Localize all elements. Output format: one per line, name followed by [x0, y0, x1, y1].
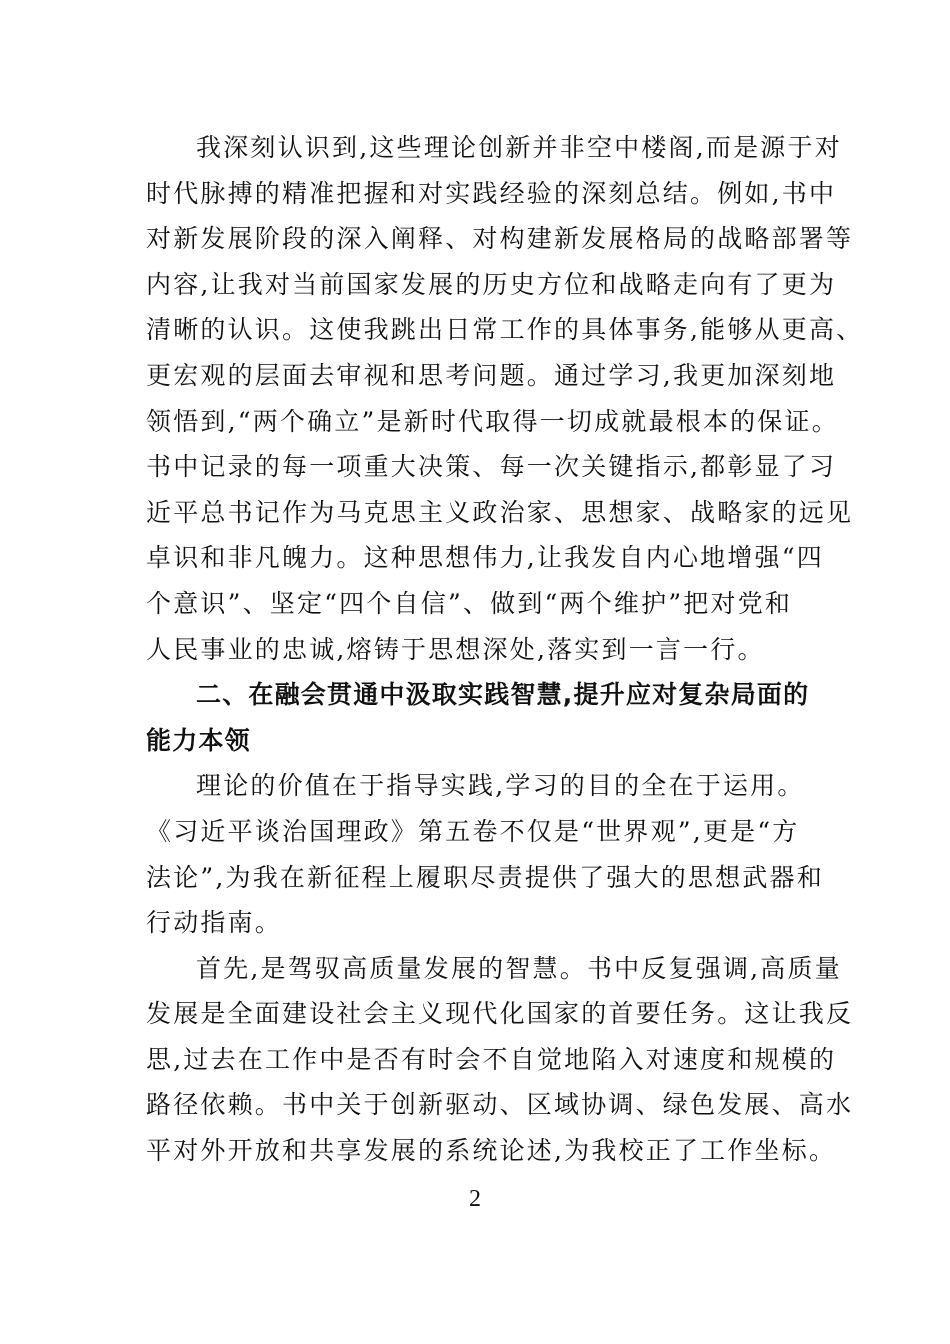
paragraph-line: 《习近平谈治国理政》第五卷不仅是“世界观”,更是“方: [146, 816, 800, 846]
paragraph-line: 我深刻认识到,这些理论创新并非空中楼阁,而是源于对: [196, 133, 842, 162]
paragraph-line: 个意识”、坚定“四个自信”、做到“两个维护”把对党和: [146, 588, 793, 618]
paragraph-line: 近平总书记作为马克思主义政治家、思想家、战略家的远见: [146, 497, 854, 527]
paragraph-line: 法论”,为我在新征程上履职尽责提供了强大的思想武器和: [146, 862, 824, 892]
body-text: [146, 125, 864, 1174]
paragraph-line: 卓识和非凡魄力。这种思想伟力,让我发自内心地增强“四: [146, 543, 824, 573]
heading-line: 能力本领: [146, 725, 251, 755]
paragraph-line: 行动指南。: [146, 908, 283, 938]
section-heading: [146, 672, 816, 763]
paragraph-line: 时代脉搏的精准把握和对实践经验的深刻总结。例如,书中: [146, 178, 837, 208]
paragraph-line: 平对外开放和共享发展的系统论述,为我校正了工作坐标。: [146, 1136, 837, 1166]
paragraph-line: 书中记录的每一项重大决策、每一次关键指示,都彰显了习: [146, 452, 837, 482]
paragraph-line: 思,过去在工作中是否有时会不自觉地陷入对速度和规模的: [146, 1044, 837, 1074]
paragraph-line: 对新发展阶段的深入阐释、对构建新发展格局的战略部署等: [146, 224, 854, 254]
paragraph-line: 发展是全面建设社会主义现代化国家的首要任务。这让我反: [146, 999, 854, 1029]
paragraph-line: 路径依赖。书中关于创新驱动、区域协调、绿色发展、高水: [146, 1090, 854, 1120]
paragraph-2: [146, 763, 824, 945]
paragraph-line: 首先,是驾驭高质量发展的智慧。书中反复强调,高质量: [196, 953, 842, 983]
paragraph-line: 内容,让我对当前国家发展的历史方位和战略走向有了更为: [146, 269, 837, 299]
paragraph-line: 人民事业的忠诚,熔铸于思想深处,落实到一言一行。: [146, 634, 765, 664]
paragraph-1: [146, 125, 864, 672]
paragraph-3: [146, 946, 854, 1174]
paragraph-line: 理论的价值在于指导实践,学习的目的全在于运用。: [196, 771, 805, 801]
page-number: 2: [469, 1186, 481, 1212]
paragraph-line: 清晰的认识。这使我跳出日常工作的具体事务,能够从更高、: [146, 315, 864, 345]
paragraph-line: 更宏观的层面去审视和思考问题。通过学习,我更加深刻地: [146, 360, 837, 390]
heading-line: 二、在融会贯通中汲取实践智慧,提升应对复杂局面的: [196, 680, 810, 710]
paragraph-line: 领悟到,“两个确立”是新时代取得一切成就最根本的保证。: [146, 406, 839, 436]
